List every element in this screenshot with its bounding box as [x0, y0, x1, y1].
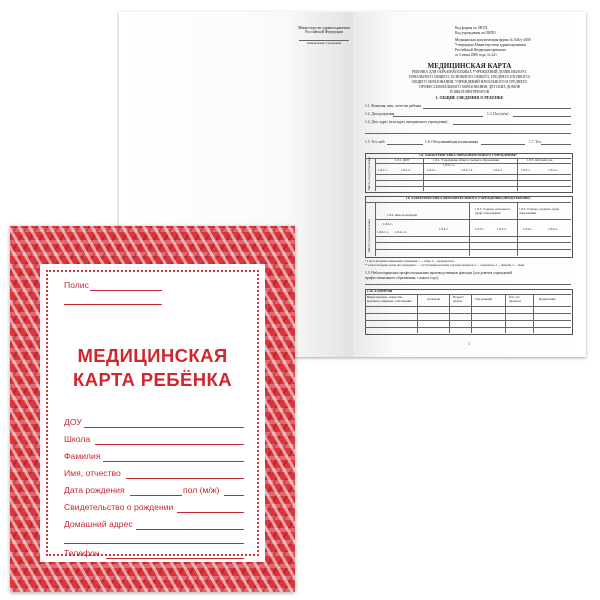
- allergy-rule-3: [365, 313, 571, 314]
- surname-label: Фамилия: [64, 451, 101, 461]
- polis-line-2: [64, 304, 162, 305]
- table-1-rule-3: [375, 174, 571, 175]
- table-2-c7: 1.8.6.1.: [523, 227, 533, 231]
- table-1-c5: 1.8.2.1.2.: [461, 168, 473, 172]
- field-1-3-line: [513, 116, 571, 117]
- allergy-rule-4: [365, 320, 571, 321]
- subtitle-line-3: ОБЩЕГО ОБРАЗОВАНИЯ, УЧРЕЖДЕНИЙ НАЧАЛЬНОГО И СРЕДНЕГО: [411, 80, 528, 84]
- table-2-side: Место, год поступления: [367, 219, 371, 252]
- table-1-title: 1.8. ХАРАКТЕРИСТИКА ОБРАЗОВАТЕЛЬНОГО УЧРЕЖДЕНИЯ*: [419, 153, 517, 157]
- table-2-rule: [365, 202, 571, 203]
- field-1-4-line: [453, 124, 571, 125]
- allergy-h5: Кат. уст. диагноза: [509, 295, 522, 303]
- allergy-h6: Примечание: [539, 297, 556, 301]
- allergy-h4: Тип реакции: [475, 297, 493, 301]
- table-1-c2: 1.8.1.2.: [401, 168, 411, 172]
- okud-code: Код формы по ОКУД: [455, 26, 488, 30]
- table-2-c5: 1.8.5.1.: [475, 227, 485, 231]
- page-number: 1: [468, 342, 470, 346]
- table-2-c8: 1.8.6.2.: [548, 227, 558, 231]
- field-1-1: 1.1. Фамилия, имя, отчество ребенка: [365, 104, 422, 108]
- table-2-h3: 1.8.6. Учрежд. среднего проф. образования: [519, 207, 560, 215]
- birth-date-label: Дата рождения: [64, 485, 125, 495]
- table-2-rule-2: [375, 219, 571, 220]
- subtitle-line-2: НАЧАЛЬНОГО ОБЩЕГО, ОСНОВНОГО ОБЩЕГО, СРЕДНЕГО (ПОЛНОГО): [409, 75, 530, 79]
- field-1-4-line-2: [365, 133, 571, 134]
- field-1-5-line: [387, 144, 423, 145]
- table-2-vrule-2: [469, 202, 470, 256]
- allergy-h1: Вещественные, лекарства, контакты, пищевые, заболевания: [367, 295, 412, 303]
- table-1-h3: 1.8.3. Детский дом: [527, 158, 553, 162]
- approval-line-3: от 3 июля 2000 года, № 241: [455, 53, 497, 57]
- section-1-heading: 1. ОБЩИЕ СВЕДЕНИЯ О РЕБЕНКЕ: [435, 95, 504, 100]
- allergy-table-title: 1.10. АЛЛЕРГИЯ: [367, 289, 393, 293]
- table-1-h2: 1.8.2. Учреждение общего среднего образования: [433, 158, 499, 162]
- field-1-3: 1.3. Пол (м/ж): [487, 112, 509, 116]
- table-2-c3: 1.8.4.1.2.: [395, 230, 407, 234]
- table-2-c2: 1.8.4.1.1.: [377, 230, 389, 234]
- subtitle-line-5: И ШКОЛ-ИНТЕРНАТОВ: [449, 90, 490, 94]
- field-1-1-line: [423, 108, 571, 109]
- subtitle-line-1: РЕБЕНКА ДЛЯ ОБРАЗОВАТЕЛЬНЫХ УЧРЕЖДЕНИЙ ДОШКОЛЬНОГО,: [412, 70, 527, 74]
- field-1-7: 1.7. Тел.: [529, 140, 542, 144]
- table-1-c4: 1.8.2.1.: [427, 168, 437, 172]
- cover-dotted-border: [46, 270, 259, 556]
- table-1-rule-2: [375, 163, 571, 164]
- allergy-h2: Аллергия: [427, 297, 440, 301]
- address-line: [136, 529, 244, 530]
- approval-line-2: Российской Федерации приказом: [455, 48, 506, 52]
- name-line: [126, 478, 244, 479]
- ministry-name: Министерство здравоохранения Российской Федерации: [298, 26, 350, 35]
- address-label: Домашний адрес: [64, 519, 133, 529]
- table-2-c1: 1.8.4.1.: [383, 222, 393, 226]
- birth-certificate-label: Свидетельство о рождении: [64, 502, 174, 512]
- table-2-vrule: [375, 202, 376, 256]
- table-1-side: Место, год поступления: [367, 157, 371, 190]
- okpo-code: Код учреждения по ОКПО: [455, 31, 496, 35]
- sex-label: пол (м/ж): [183, 485, 220, 495]
- table-2-vrule-3: [517, 202, 518, 256]
- sex-line: [224, 495, 244, 496]
- polis-label: Полис: [64, 280, 89, 290]
- field-1-5: 1.5. Тел. моб.: [365, 140, 386, 144]
- allergy-rule-2: [365, 306, 571, 307]
- footnote-1: * в месте вкладыша наименование учреждения: 1 — общее, 2 — коррекционное.: [365, 260, 455, 263]
- field-1-7-line: [541, 144, 571, 145]
- cover-title-line-2: КАРТА РЕБЁНКА: [73, 369, 232, 390]
- table-2-c4: 1.8.4.2.: [439, 227, 449, 231]
- table-1-c6: 1.8.2.2.: [493, 168, 503, 172]
- polis-line-1: [90, 290, 162, 291]
- table-1-rule-4: [375, 180, 571, 181]
- school-line: [95, 444, 244, 445]
- table-1-c7: 1.8.3.1.: [521, 168, 531, 172]
- section-1-9-b: профессионального образования, с какого года).: [365, 276, 439, 280]
- institution-caption: наименование учреждения: [306, 41, 342, 45]
- name-label: Имя, отчество: [64, 468, 121, 478]
- surname-line: [103, 461, 244, 462]
- form-number: Медицинская документация форма № 026/у-2000: [455, 38, 531, 42]
- subtitle-line-4: ПРОФЕССИОНАЛЬНОГО ОБРАЗОВАНИЯ, ДЕТСКИХ ДОМОВ: [419, 85, 520, 89]
- field-1-6-line: [481, 144, 525, 145]
- cover-title-line-1: МЕДИЦИНСКАЯ: [77, 345, 228, 366]
- address-line-2: [64, 543, 244, 544]
- table-2-rule-5: [375, 249, 571, 250]
- table-2-h2: 1.8.5. Учрежд. начального проф. образования: [475, 207, 511, 215]
- approval-line-1: Утверждена Министерством здравоохранения: [455, 43, 526, 47]
- table-1-h1: 1.8.1. ДОУ: [395, 158, 410, 162]
- booklet-right-page: [353, 12, 586, 357]
- table-2-h1: 1.8.4. Школа-интернат: [387, 213, 418, 217]
- section-1-9-line: [365, 284, 571, 285]
- field-1-4: 1.4. Дом. адрес (или адрес интернатного учреждения): [365, 120, 448, 124]
- table-2-rule-3: [375, 236, 571, 237]
- table-1-c8: 1.8.3.2.: [548, 168, 558, 172]
- table-1-c1: 1.8.1.1.: [378, 168, 388, 172]
- table-2-c6: 1.8.5.2.: [497, 227, 507, 231]
- section-1-9: 1.9. Неблагоприятные профессиональные производственные факторы (для девочек учреждений: [365, 271, 512, 275]
- birth-date-line: [130, 495, 182, 496]
- field-1-6: 1.6. Обслуживающая поликлиника: [425, 140, 479, 144]
- table-1-rule-5: [375, 186, 571, 187]
- phone-line: [106, 558, 244, 559]
- table-2-title: 1.8. ХАРАКТЕРИСТИКА ОБРАЗОВАТЕЛЬНОГО УЧРЕЖДЕНИЯ (ПРОДОЛЖЕНИЕ): [405, 196, 531, 200]
- field-1-2: 1.2. Дата рождения: [365, 112, 395, 116]
- footnote-2: ** в месте вкладыша указан тип учреждения 1 — с углубленным изучением отдельных предметов, 2 — специальное, 3 — гимназия, 4 — лицей: [365, 264, 525, 267]
- allergy-rule-5: [365, 327, 571, 328]
- table-2-rule-4: [375, 242, 571, 243]
- birth-certificate-line: [177, 512, 244, 513]
- field-1-2-line: [393, 116, 483, 117]
- table-1-c3: 1.8.2.1.1.: [443, 163, 455, 167]
- allergy-h3: Возраст начала: [453, 295, 464, 303]
- phone-label: Телефон: [64, 548, 100, 558]
- document-title: МЕДИЦИНСКАЯ КАРТА: [427, 62, 512, 70]
- front-cover: [10, 226, 295, 592]
- cover-white-panel: [42, 266, 263, 560]
- dou-line: [84, 427, 244, 428]
- school-label: Школа: [64, 434, 91, 444]
- dou-label: ДОУ: [64, 417, 82, 427]
